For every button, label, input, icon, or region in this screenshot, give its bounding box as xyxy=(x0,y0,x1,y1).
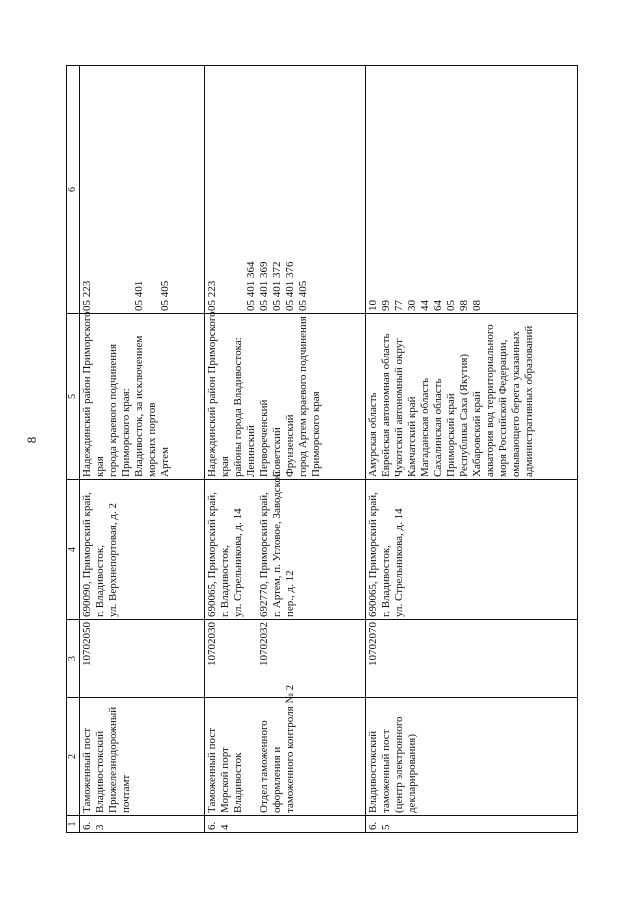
column-number: 3 xyxy=(67,620,80,698)
column-number: 6 xyxy=(67,66,80,314)
cell-line: Амурская область xyxy=(367,392,379,477)
cell-line: 690065, Приморский край, xyxy=(367,492,379,617)
cell-line: Еврейская автономная область xyxy=(380,333,392,477)
cell-line: г. Владивосток, xyxy=(219,545,231,617)
column-number: 4 xyxy=(67,480,80,620)
cell-address xyxy=(80,480,205,620)
table-row xyxy=(366,66,578,833)
cell-post-name xyxy=(366,698,578,816)
cell-line: 05 401 372 xyxy=(271,261,283,311)
cell-line: таможенного контроля № 2 xyxy=(284,684,296,813)
column-number: 2 xyxy=(67,698,80,816)
cell-line: оформления и xyxy=(271,746,283,813)
cell-line: Приморского края xyxy=(310,391,322,477)
cell-line: город Артем краевого подчинения xyxy=(297,316,309,477)
cell-line: ул. Стрельникова, д. 14 xyxy=(393,508,405,617)
cell-line: 10702032 xyxy=(258,622,270,666)
cell-line xyxy=(245,482,258,617)
cell-line: 05 405 xyxy=(159,280,171,311)
cell-line: акватория вод территориального xyxy=(484,324,496,477)
cell-line: города краевого подчинения xyxy=(107,343,119,477)
cell-line xyxy=(245,622,258,695)
cell-line: Сахалинская область xyxy=(432,378,444,477)
cell-line: Чукотский автономный округ xyxy=(393,338,405,477)
customs-posts-table xyxy=(66,65,578,833)
cell-territory xyxy=(366,314,578,480)
cell-line: моря Российской Федерации, xyxy=(497,339,509,477)
cell-line: Владивостокский xyxy=(94,730,106,813)
cell-line: 05 223 xyxy=(206,280,218,311)
cell-line: г. Владивосток, xyxy=(94,545,106,617)
cell-line: Владивосток xyxy=(232,752,244,813)
cell-line: 05 401 376 xyxy=(284,261,296,311)
cell-line: Советский xyxy=(271,427,283,477)
cell-line: края xyxy=(219,456,231,477)
cell-line: 64 xyxy=(432,300,444,311)
cell-line xyxy=(120,68,133,311)
cell-line: 08 xyxy=(471,300,483,311)
cell-line: Владивосток, за исключением xyxy=(133,335,145,477)
cell-line: 05 401 xyxy=(133,280,145,311)
cell-post-name xyxy=(205,684,366,816)
cell-line: Хабаровский край xyxy=(471,391,483,477)
cell-line: Отдел таможенного xyxy=(258,720,270,813)
cell-line: Камчатский край xyxy=(406,396,418,477)
cell-line: омывающего берега указанных xyxy=(510,331,522,477)
cell-line: (центр электронного xyxy=(393,716,405,813)
cell-line: 99 xyxy=(380,300,392,311)
cell-line: Приморский край xyxy=(445,393,457,477)
cell-post-code xyxy=(366,620,578,698)
cell-line: Владивостокский xyxy=(367,730,379,813)
cell-line: 05 401 369 xyxy=(258,261,270,311)
cell-okato xyxy=(366,66,578,314)
cell-line: административных образований xyxy=(523,325,535,477)
cell-row-number: 6.3 xyxy=(80,816,205,833)
cell-line: Надеждинский район Приморского xyxy=(81,311,93,477)
cell-line: Приморского края: xyxy=(120,388,132,477)
cell-territory xyxy=(205,311,366,480)
cell-line: г. Артем, п. Угловое, Заводской xyxy=(271,471,283,617)
cell-line: 98 xyxy=(458,300,470,311)
cell-line: 10702050 xyxy=(81,622,93,666)
cell-territory xyxy=(80,311,205,480)
cell-row-number: 6.4 xyxy=(205,816,366,833)
cell-okato xyxy=(80,66,205,314)
cell-line: пер., д. 12 xyxy=(284,570,296,617)
cell-line: г. Владивосток, xyxy=(380,545,392,617)
cell-line xyxy=(232,68,245,311)
cell-line: 690090, Приморский край, xyxy=(81,492,93,617)
cell-line: 10 xyxy=(367,300,379,311)
column-number: 1 xyxy=(67,816,80,833)
cell-line xyxy=(232,622,245,695)
cell-line: 690065, Приморский край, xyxy=(206,492,218,617)
page-number: 8 xyxy=(24,436,39,444)
cell-line: 77 xyxy=(393,300,405,311)
cell-line: Магаданская область xyxy=(419,377,431,477)
cell-address xyxy=(205,471,366,620)
cell-line: Таможенный пост xyxy=(206,727,218,813)
cell-line: декларирования) xyxy=(406,733,418,813)
cell-post-name xyxy=(80,698,205,816)
cell-line: 05 xyxy=(445,300,457,311)
cell-line: Надеждинский район Приморского xyxy=(206,311,218,477)
cell-line: Артем xyxy=(159,447,171,477)
cell-line: районы города Владивостока: xyxy=(232,337,244,477)
cell-line: таможенный пост xyxy=(380,729,392,813)
column-number-row xyxy=(67,66,80,833)
cell-line: 692770, Приморский край, xyxy=(258,492,270,617)
cell-line: Таможенный пост xyxy=(81,727,93,813)
cell-line: 44 xyxy=(419,300,431,311)
cell-line: ул. Стрельникова, д. 14 xyxy=(232,508,244,617)
cell-line xyxy=(219,622,232,695)
cell-line xyxy=(245,700,258,813)
cell-line xyxy=(94,68,107,311)
cell-line: Фрунзенский xyxy=(284,414,296,477)
cell-line xyxy=(107,68,120,311)
cell-okato xyxy=(205,66,366,314)
cell-line: почтамт xyxy=(120,774,132,813)
cell-line: ул. Верхнепортовая, д. 2 xyxy=(107,503,119,617)
table-row xyxy=(205,66,366,833)
cell-address xyxy=(366,480,578,620)
cell-line: Морской порт xyxy=(219,747,231,813)
cell-line: 10702070 xyxy=(367,622,379,666)
cell-line xyxy=(146,68,159,311)
column-number: 5 xyxy=(67,314,80,480)
rotated-table-wrapper xyxy=(66,65,578,833)
cell-post-code xyxy=(80,620,205,698)
cell-line: края xyxy=(94,456,106,477)
cell-line: 30 xyxy=(406,300,418,311)
cell-line: морских портов xyxy=(146,402,158,477)
cell-row-number: 6.5 xyxy=(366,816,578,833)
cell-line: Прижелезнодорожный xyxy=(107,706,119,813)
table-row xyxy=(80,66,205,833)
cell-line: 10702030 xyxy=(206,622,218,666)
cell-line: 05 223 xyxy=(81,280,93,311)
cell-line: Республика Саха (Якутия) xyxy=(458,353,470,477)
cell-line: 05 401 364 xyxy=(245,261,257,311)
cell-line: Ленинский xyxy=(245,425,257,477)
cell-line: Первореченский xyxy=(258,399,270,477)
cell-line xyxy=(219,68,232,311)
cell-line: 05 405 xyxy=(297,280,309,311)
